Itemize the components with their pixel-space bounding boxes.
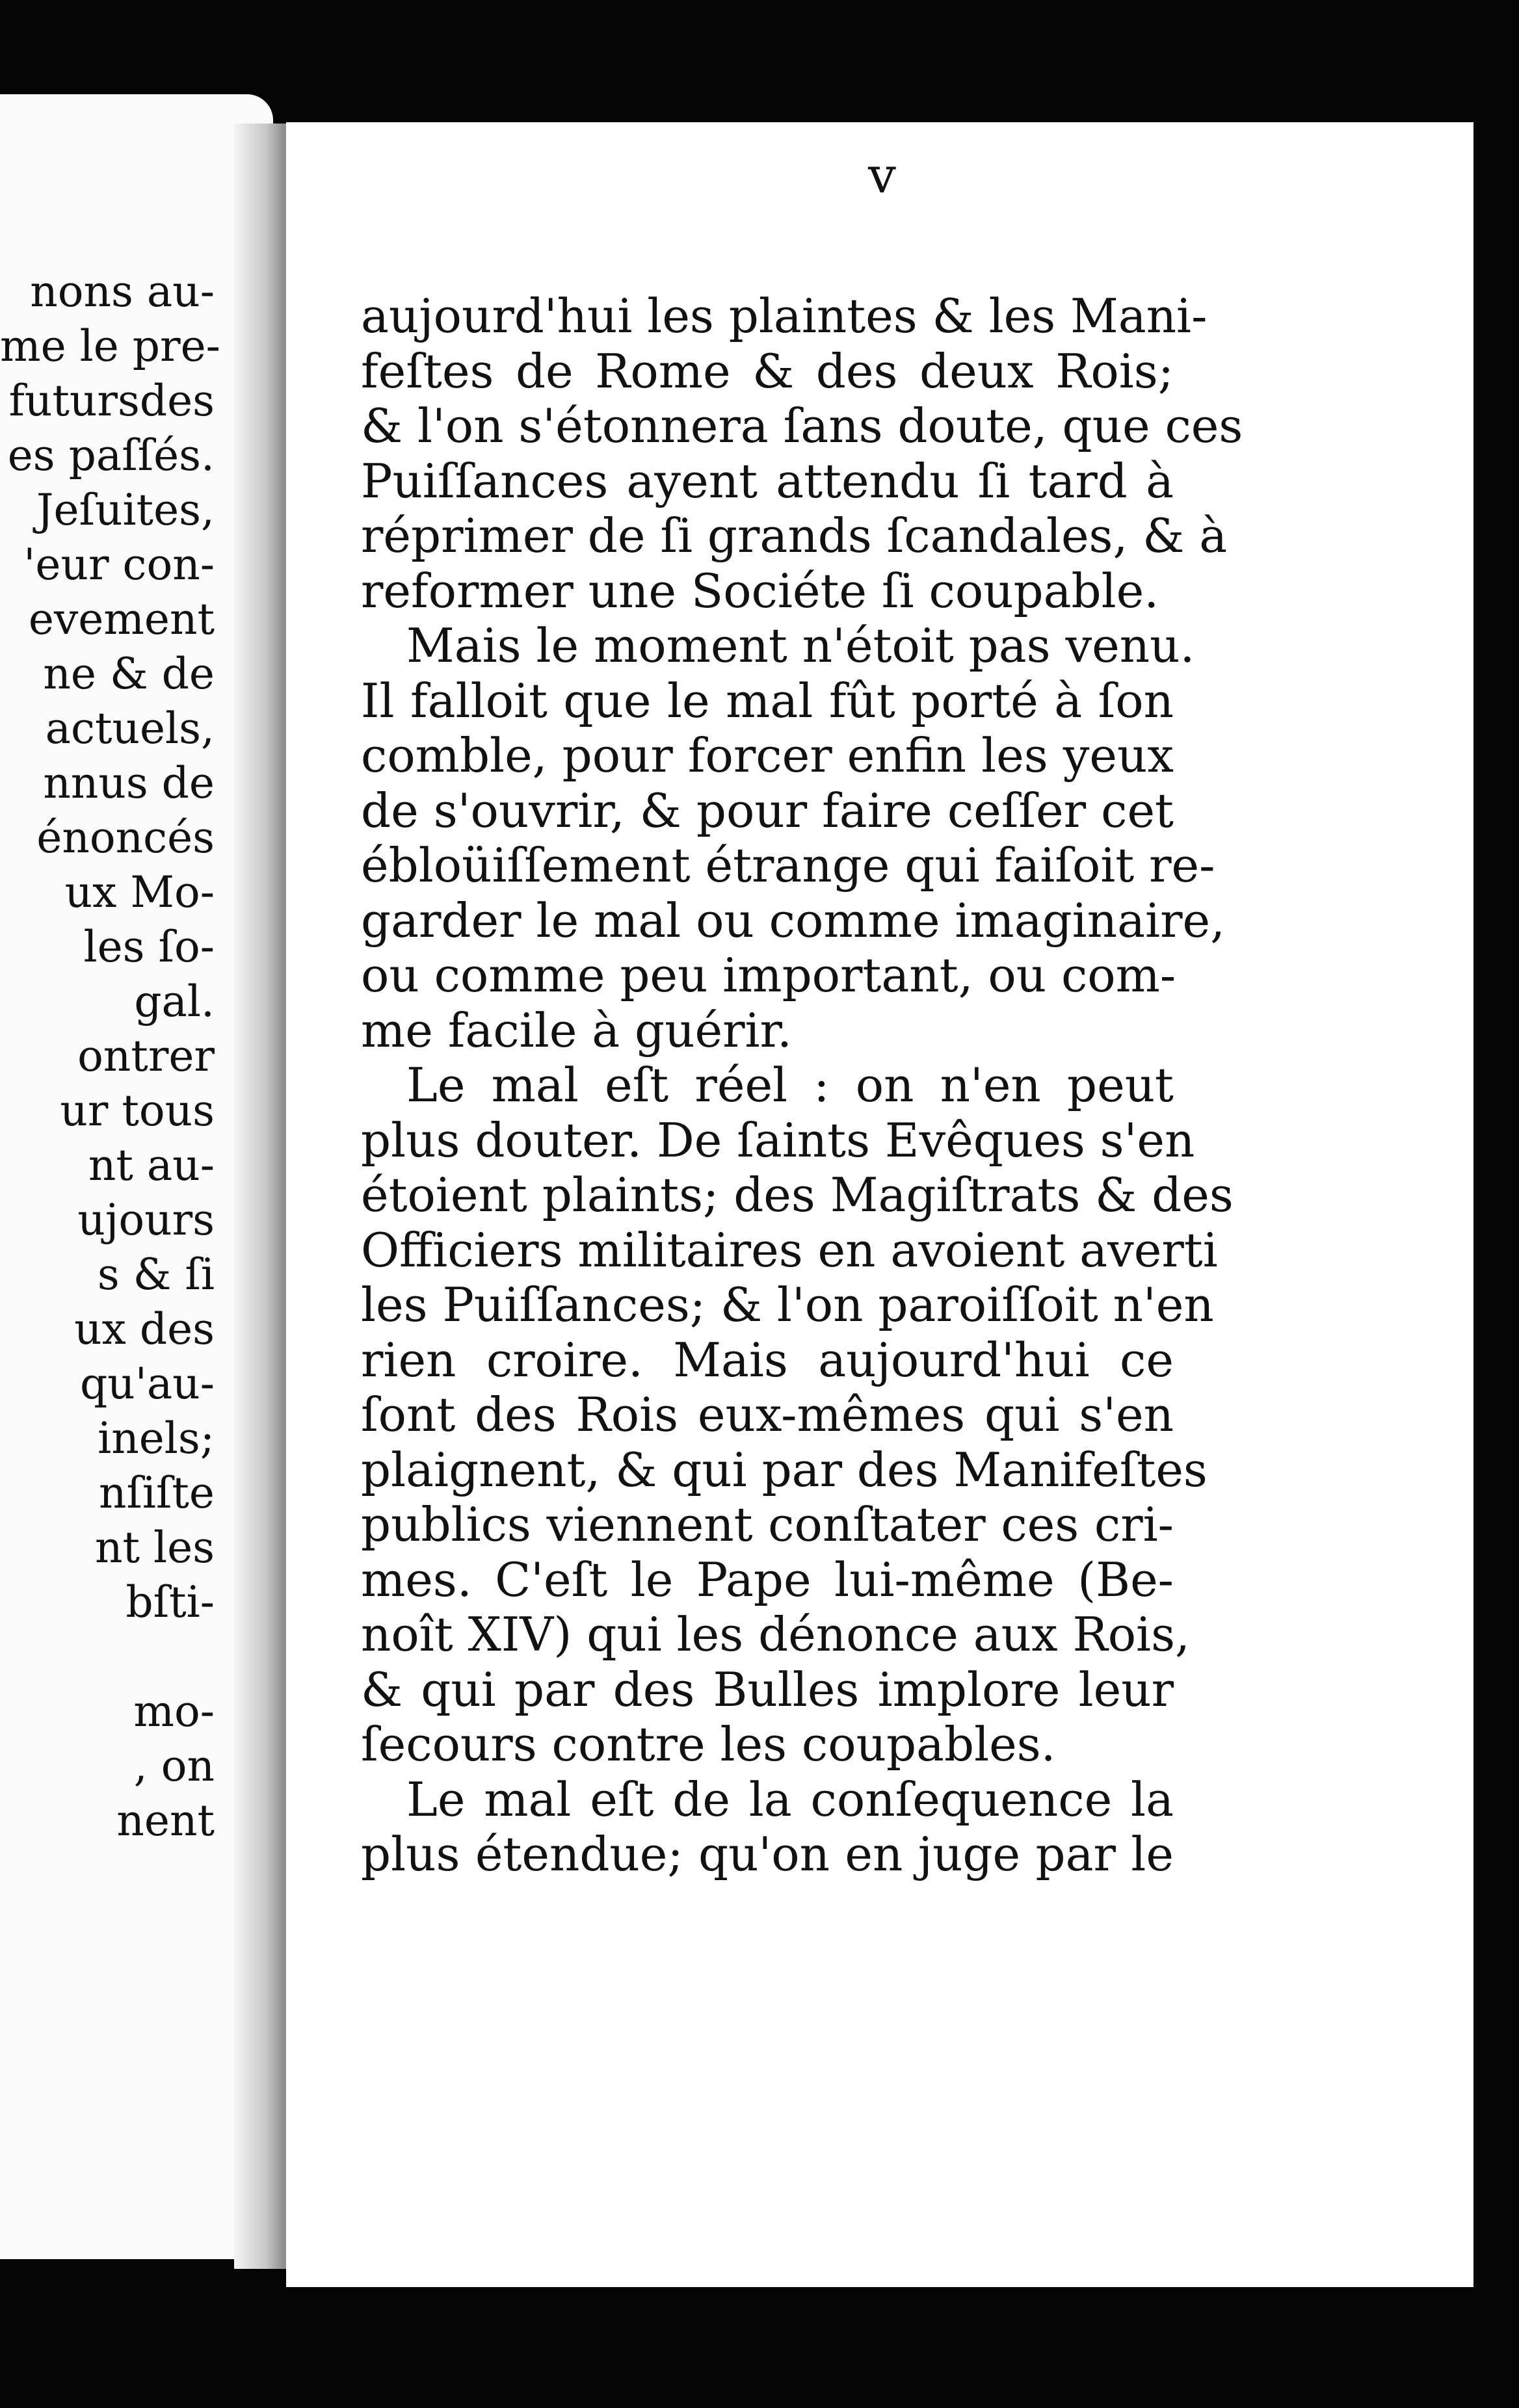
left-line: nt les	[94, 1523, 215, 1573]
left-line: futursdes	[8, 376, 215, 426]
text-line: comble, pour forcer enfin les yeux	[361, 728, 1174, 783]
text-line: Le mal eſt de la conſequence la	[406, 1772, 1174, 1827]
left-page	[0, 94, 273, 2259]
left-line: ux des	[74, 1304, 215, 1354]
left-line: es paſſés.	[7, 430, 215, 480]
left-line: Jeſuites,	[36, 485, 215, 535]
left-line: nons au-	[30, 267, 215, 317]
text-line: plus douter. De ſaints Evêques s'en	[361, 1112, 1195, 1168]
text-line: noît XIV) qui les dénonce aux Rois,	[361, 1607, 1190, 1662]
left-line: nſiſte	[98, 1468, 215, 1518]
text-line: reformer une Sociéte ſi coupable.	[361, 563, 1159, 618]
left-line: inels;	[98, 1413, 215, 1463]
text-line: Le mal eſt réel : on n'en peut	[406, 1058, 1174, 1112]
left-line: evement	[28, 594, 215, 644]
left-line: me le pre-	[0, 321, 220, 371]
text-line: Puiſſances ayent attendu ſi tard à	[361, 453, 1174, 508]
text-line: mes. C'eſt le Pape lui-même (Be-	[361, 1552, 1174, 1607]
text-line: ébloüiſſement étrange qui faiſoit re-	[361, 838, 1215, 893]
text-line: Il falloit que le mal fût porté à ſon	[361, 673, 1174, 728]
left-line: énoncés	[36, 813, 215, 863]
text-line: les Puiſſances; & l'on paroiſſoit n'en	[361, 1277, 1214, 1332]
left-line-gap	[0, 1630, 215, 1684]
text-line: & l'on s'étonnera ſans doute, que ces	[361, 399, 1243, 453]
left-line: qu'au-	[79, 1359, 215, 1409]
text-line: étoient plaints; des Magiſtrats & des	[361, 1168, 1234, 1222]
text-line: réprimer de ſi grands ſcandales, & à	[361, 508, 1228, 563]
left-line: ontrer	[77, 1031, 215, 1081]
text-line: garder le mal ou comme imaginaire,	[361, 893, 1225, 948]
left-line: nnus de	[43, 758, 215, 808]
text-line: aujourd'hui les plaintes & les Mani-	[361, 289, 1208, 343]
text-line: Mais le moment n'étoit pas venu.	[406, 618, 1195, 673]
text-line: rien croire. Mais aujourd'hui ce	[361, 1332, 1174, 1387]
left-line: les ſo-	[83, 922, 215, 972]
left-line: s & ſi	[97, 1250, 215, 1300]
page-number: v	[868, 146, 896, 204]
left-line: gal.	[134, 976, 215, 1027]
left-page-text	[0, 265, 220, 1848]
left-line: 'eur con-	[23, 540, 215, 590]
left-line: ux Mo-	[64, 867, 215, 917]
text-line: publics viennent conſtater ces cri-	[361, 1497, 1174, 1552]
text-line: de s'ouvrir, & pour faire ceſſer cet	[361, 783, 1174, 838]
left-line: bſti-	[125, 1577, 215, 1627]
text-line: ſecours contre les coupables.	[361, 1717, 1056, 1772]
left-line: ujours	[77, 1195, 215, 1245]
text-line: me facile à guérir.	[361, 1002, 792, 1058]
left-line: ur tous	[60, 1086, 215, 1136]
left-line: nt au-	[88, 1140, 215, 1190]
text-line: feſtes de Rome & des deux Rois;	[361, 343, 1174, 399]
left-line: , on	[133, 1741, 215, 1791]
text-line: plus étendue; qu'on en juge par le	[361, 1827, 1174, 1881]
text-line: Officiers militaires en avoient averti	[361, 1222, 1218, 1277]
left-line: nent	[116, 1796, 215, 1846]
left-line: actuels,	[45, 703, 215, 753]
page-body-text	[361, 289, 1243, 1882]
left-line: ne & de	[43, 649, 215, 699]
text-line: & qui par des Bulles implore leur	[361, 1662, 1174, 1717]
text-line: plaignent, & qui par des Manifeſtes	[361, 1442, 1208, 1497]
left-line: mo-	[133, 1686, 215, 1736]
text-line: ou comme peu important, ou com-	[361, 948, 1176, 1002]
text-line: ſont des Rois eux-mêmes qui s'en	[361, 1387, 1174, 1442]
